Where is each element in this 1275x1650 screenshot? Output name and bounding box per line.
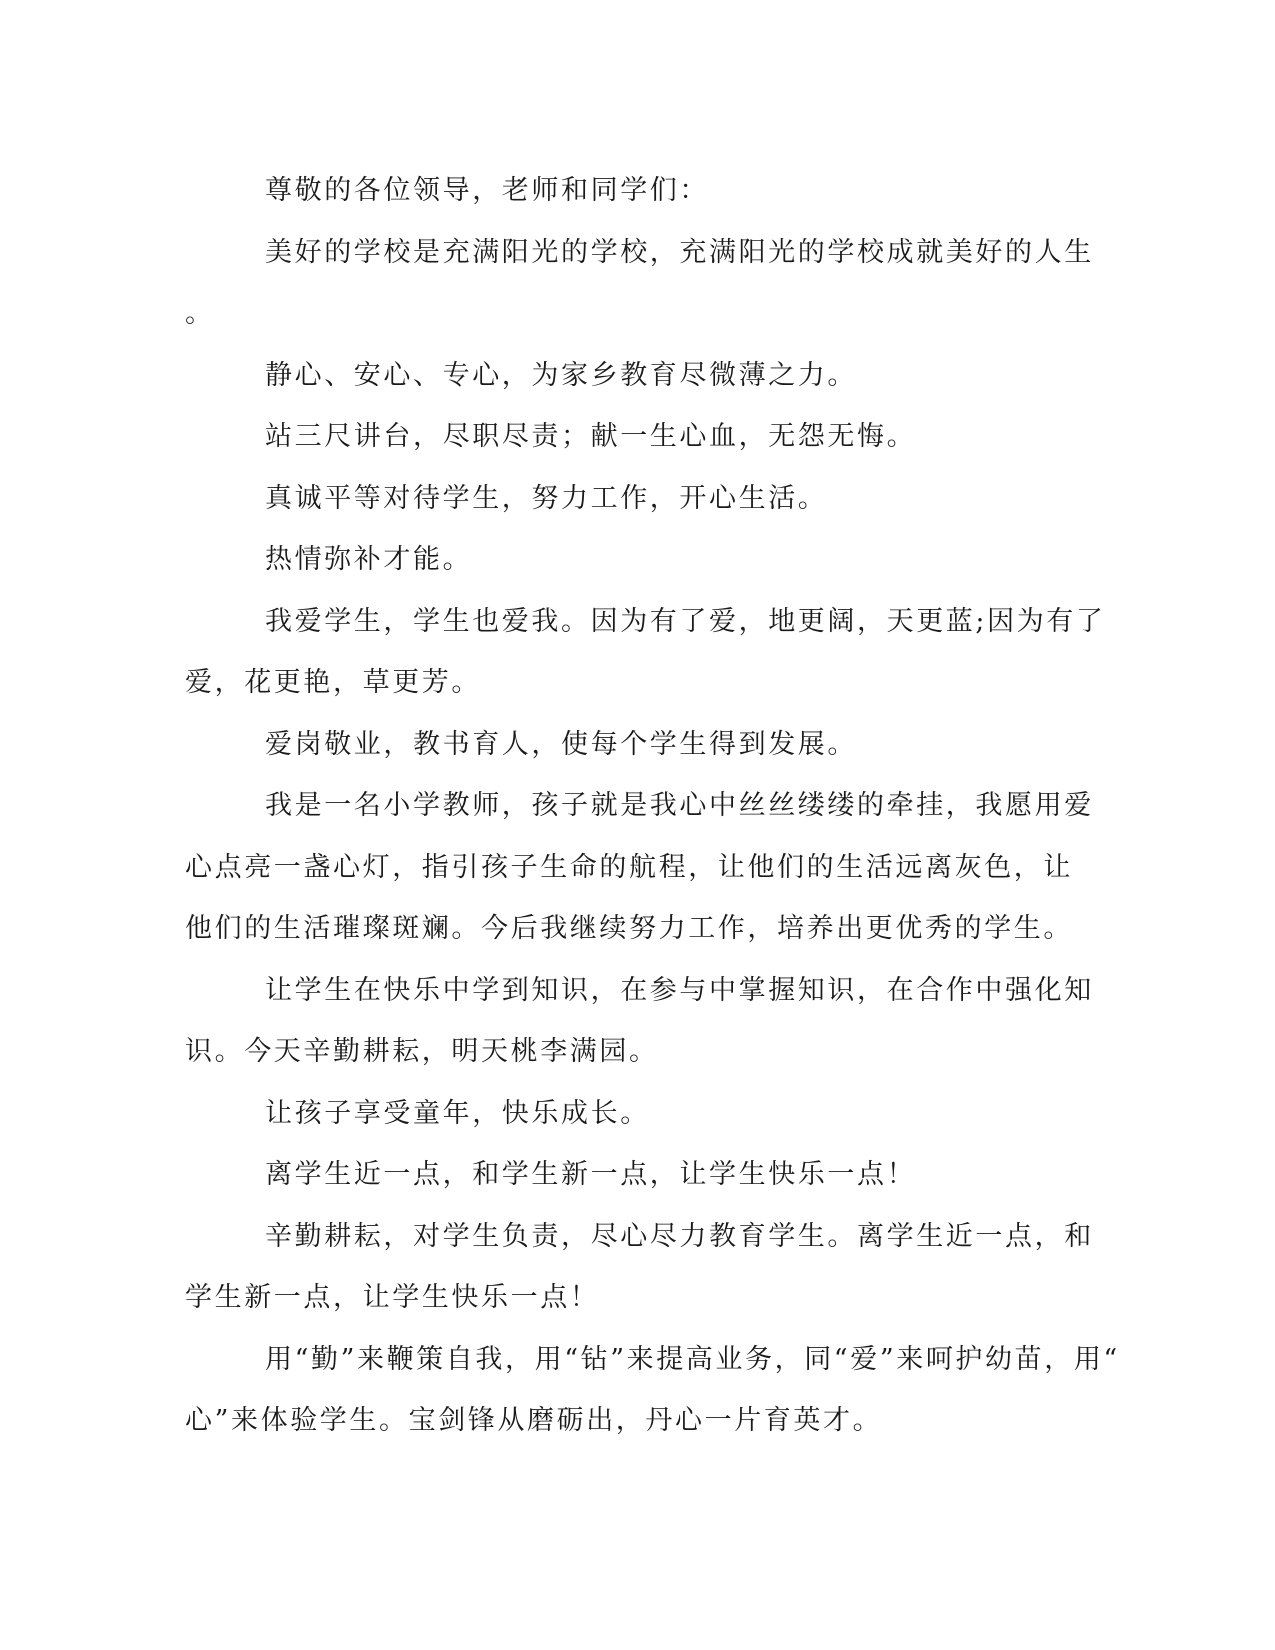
paragraph-line: 辛勤耕耘，对学生负责，尽心尽力教育学生。离学生近一点，和	[265, 1220, 1094, 1252]
paragraph-line: 爱岗敬业，教书育人，使每个学生得到发展。	[265, 728, 857, 760]
paragraph-line: 热情弥补才能。	[265, 544, 473, 575]
paragraph-line: 识。今天辛勤耕耘，明天桃李满园。	[185, 1036, 659, 1067]
paragraph-line: 。	[185, 298, 215, 329]
paragraph-line: 静心、安心、专心，为家乡教育尽微薄之力。	[265, 359, 857, 391]
paragraph-line: 爱，花更艳，草更芳。	[185, 667, 481, 698]
paragraph-line: 站三尺讲台，尽职尽责；献一生心血，无怨无悔。	[265, 421, 917, 452]
paragraph-line: 我爱学生，学生也爱我。因为有了爱，地更阔，天更蓝;因为有了	[265, 605, 1106, 637]
document-body	[185, 160, 1120, 1452]
paragraph-line: 让学生在快乐中学到知识，在参与中掌握知识，在合作中强化知	[265, 974, 1094, 1006]
paragraph-line: 心”来体验学生。宝剑锋从磨砺出，丹心一片育英才。	[185, 1405, 883, 1436]
paragraph-line: 他们的生活璀璨斑斓。今后我继续努力工作，培养出更优秀的学生。	[185, 913, 1073, 944]
paragraph-line: 真诚平等对待学生，努力工作，开心生活。	[265, 482, 828, 514]
paragraph-line: 离学生近一点，和学生新一点，让学生快乐一点！	[265, 1159, 917, 1190]
paragraph-line: 让孩子享受童年，快乐成长。	[265, 1097, 650, 1129]
paragraph-line: 尊敬的各位领导，老师和同学们：	[265, 175, 709, 206]
paragraph-line: 用“勤”来鞭策自我，用“钻”来提高业务，同“爱”来呵护幼苗，用“	[265, 1343, 1120, 1375]
paragraph-line: 学生新一点，让学生快乐一点！	[185, 1282, 600, 1313]
paragraph-line: 心点亮一盏心灯，指引孩子生命的航程，让他们的生活远离灰色，让	[185, 851, 1073, 883]
paragraph-line: 我是一名小学教师，孩子就是我心中丝丝缕缕的牵挂，我愿用爱	[265, 790, 1094, 821]
paragraph-line: 美好的学校是充满阳光的学校，充满阳光的学校成就美好的人生	[265, 236, 1094, 268]
